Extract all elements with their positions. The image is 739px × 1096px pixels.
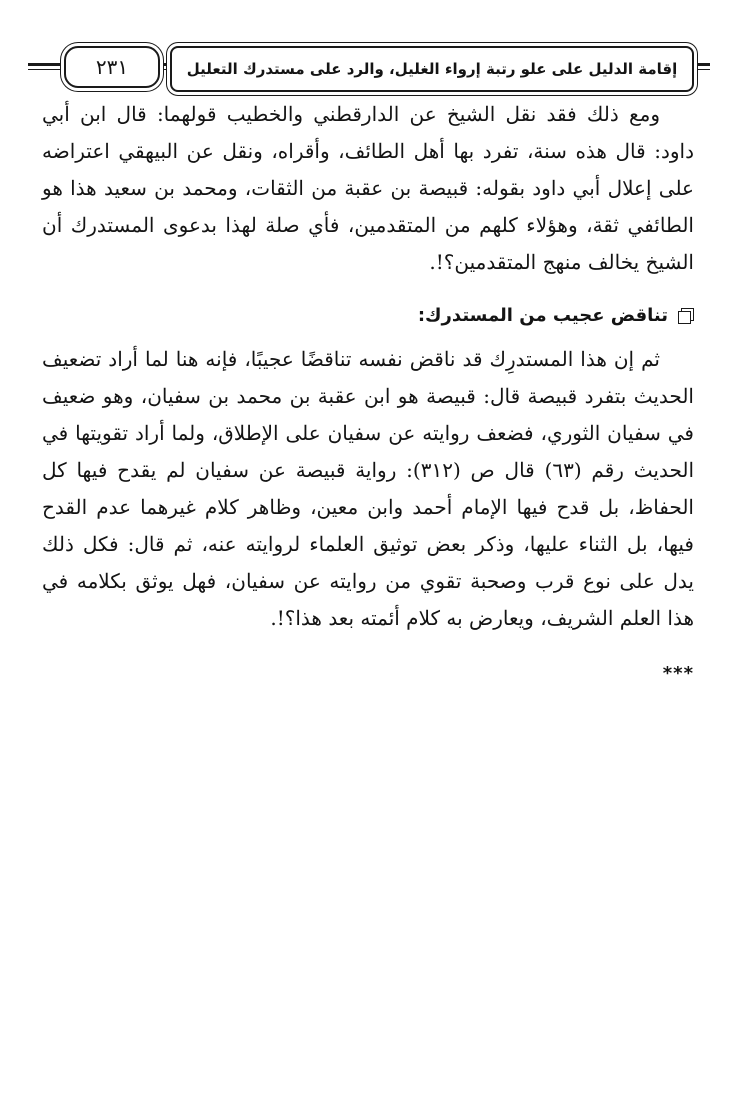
running-title-frame: [170, 46, 694, 92]
paragraph-2: ثم إن هذا المستدرِك قد ناقض نفسه تناقضًا عجيبًا، فإنه هنا لما أراد تضعيف الحديث بتفرد قبيصة قال: قبيصة هو ابن عقبة بن محمد بن سفيان، وهو ضعيف في سفيان الثوري، فضعف روايته عن سفيان على الإطلاق، ولما أراد تقويتها في الحديث رقم (٦٣) قال ص (٣١٢): رواية قبيصة عن سفيان لم يقدح فيها كل الحفاظ، بل قدح فيها الإمام أحمد وابن معين، وظاهر كلام غيرهما عدم القدح فيها، بل الثناء عليها، وذكر بعض توثيق العلماء لروايته عنه، ثم قال: فكل ذلك يدل على نوع قرب وصحبة تقوي من روايته عن سفيان، فهل يوثق بكلامه في هذا العلم الشريف، ويعارض به كلام أئمته بعد هذا؟!.: [42, 347, 695, 630]
section-heading: [42, 301, 694, 331]
section-heading-text: تناقض عجيب من المستدرك:: [417, 305, 668, 326]
double-square-bullet-icon: [678, 308, 694, 324]
section-separator: ***: [662, 663, 694, 684]
page-body: [42, 96, 694, 692]
page-number-frame: [64, 46, 160, 88]
page-number: ٢٣١: [95, 55, 129, 79]
running-header: [28, 42, 710, 94]
paragraph-1: ومع ذلك فقد نقل الشيخ عن الدارقطني والخطيب قولهما: قال ابن أبي داود: قال هذه سنة، تفرد بها أهل الطائف، وأقراه، ونقل عن البيهقي اعتراضه على إعلال أبي داود بقوله: قبيصة بن عقبة من الثقات، ومحمد بن سعيد هذا هو الطائفي ثقة، وهؤلاء كلهم من المتقدمين، فأي صلة لهذا بدعوى المستدرك أن الشيخ يخالف منهج المتقدمين؟!.: [42, 102, 694, 274]
running-title: إقامة الدليل على علو رتبة إرواء الغليل، والرد على مستدرك التعليل: [186, 60, 678, 78]
